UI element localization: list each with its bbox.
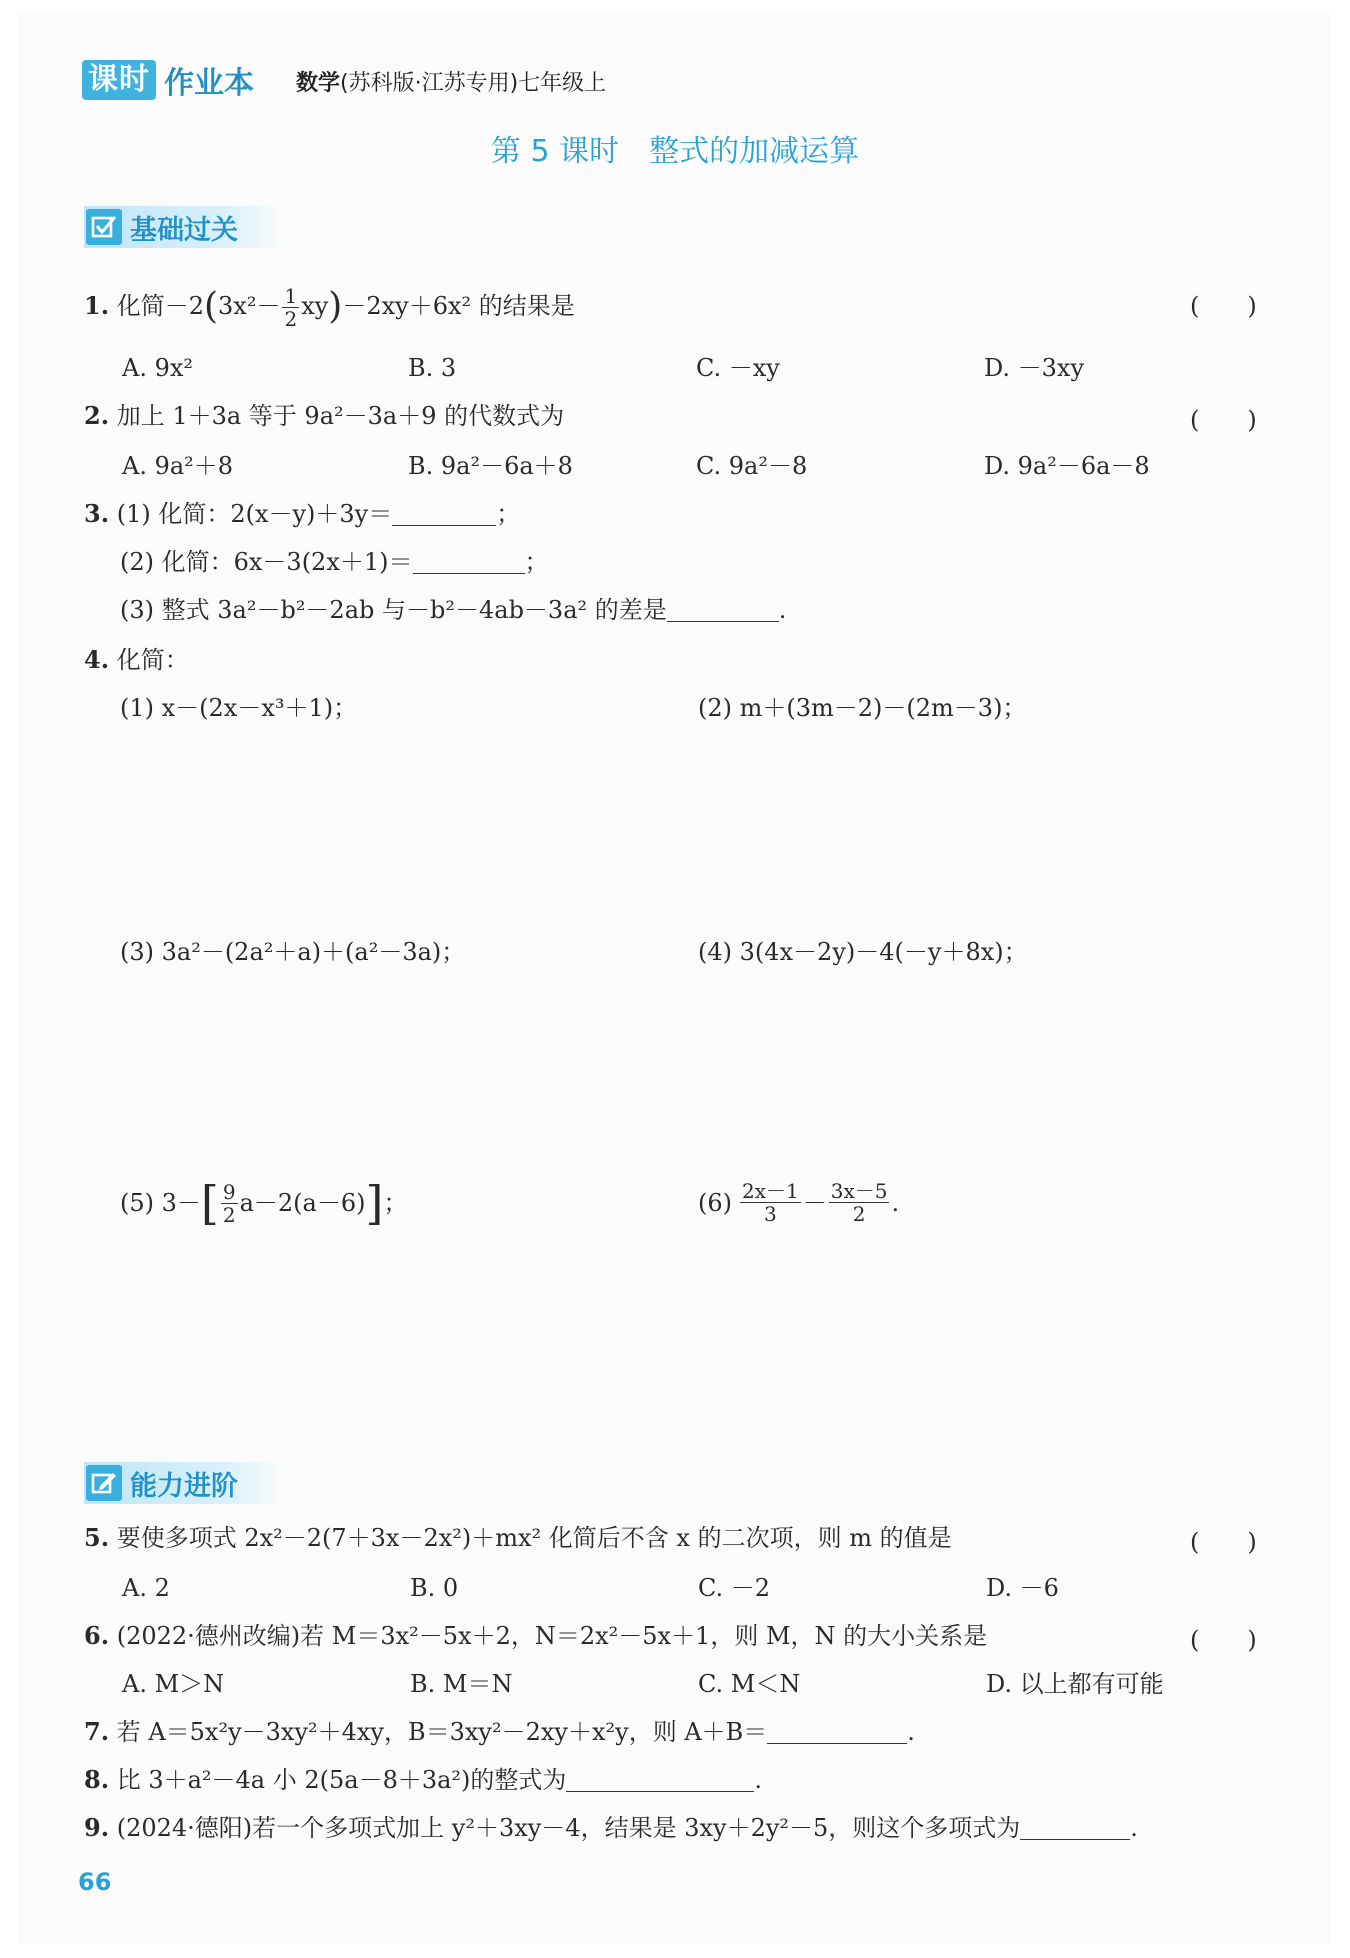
question-5: [84, 1522, 952, 1554]
q9-text: (2024·德阳)若一个多项式加上 y²＋3xy－4，结果是 3xy＋2y²－5，则这个多项式为: [116, 1814, 1021, 1842]
edition-label: (苏科版·江苏专用)七年级上: [340, 71, 607, 96]
answer-blank[interactable]: [413, 547, 525, 574]
question-7: [84, 1716, 915, 1748]
question-1: 1. 化简－2(3x²－ $\frac{1}{2}$ xy)－2xy＋6x² 的结果是: [84, 284, 575, 331]
section-advanced-tag: [84, 1462, 284, 1504]
q3-part-1-end: ；: [496, 500, 521, 528]
q1-text-pre: 化简－2: [116, 292, 204, 320]
q4-part-6-minus: －: [802, 1188, 827, 1217]
question-3-part-2: [120, 546, 549, 578]
option-c[interactable]: C. 9a²－8: [696, 452, 808, 480]
q5-text: 要使多项式 2x²－2(7＋3x－2x²)＋mx² 化简后不含 x 的二次项，则 m 的值是: [116, 1524, 952, 1552]
answer-paren[interactable]: ( ): [1190, 292, 1257, 320]
section-advanced: [84, 1462, 284, 1504]
book-subtitle: [296, 66, 606, 97]
option-c[interactable]: C. －xy: [696, 354, 780, 382]
option-b[interactable]: B. 0: [410, 1574, 459, 1602]
q8-end: .: [754, 1766, 763, 1794]
question-number: 8.: [84, 1765, 110, 1794]
section-basic-tag: [84, 206, 284, 248]
option-d[interactable]: D. 9a²－6a－8: [984, 452, 1150, 480]
answer-blank[interactable]: [767, 1717, 907, 1744]
question-3: [84, 498, 520, 530]
option-b[interactable]: B. 3: [408, 354, 457, 382]
section-advanced-label: 能力进阶: [130, 1470, 238, 1502]
q4-part-1: (1) x－(2x－x³＋1)；: [120, 694, 358, 722]
q4-part-5-fraction: $\frac{9}{2}$: [222, 1179, 236, 1227]
section-basic-label: 基础过关: [130, 214, 238, 246]
question-number: 1.: [84, 291, 110, 320]
q6-text: (2022·德州改编)若 M＝3x²－5x＋2，N＝2x²－5x＋1，则 M，N 的大小关系是: [116, 1622, 988, 1650]
q3-part-2-end: ；: [524, 548, 549, 576]
q4-part-6-end: .: [891, 1188, 900, 1217]
q4-label: 化简：: [116, 646, 189, 674]
option-d[interactable]: D. －3xy: [984, 354, 1085, 382]
question-number: 2.: [84, 401, 110, 430]
q4-part-6-pre: (6): [698, 1188, 732, 1217]
q4-part-4: (4) 3(4x－2y)－4(－y＋8x)；: [698, 938, 1028, 966]
q3-part-3: (3) 整式 3a²－b²－2ab 与－b²－4ab－3a² 的差是: [120, 596, 667, 624]
answer-paren[interactable]: ( ): [1190, 406, 1257, 434]
answer-blank[interactable]: [392, 499, 496, 526]
q1-inner-b: xy: [301, 292, 329, 320]
q9-end: .: [1130, 1814, 1138, 1842]
option-b[interactable]: B. M＝N: [410, 1670, 513, 1698]
q4-part-6-fraction-2: $\frac{3x-5}{2}$: [830, 1179, 888, 1226]
question-3-part-3: [120, 594, 786, 626]
q3-part-2: (2) 化简：6x－3(2x＋1)＝: [120, 548, 413, 576]
lesson-title: 第 5 课时 整式的加减运算: [490, 134, 860, 169]
section-basic: [84, 206, 284, 248]
answer-blank[interactable]: [1020, 1813, 1130, 1840]
answer-paren[interactable]: ( ): [1190, 1528, 1257, 1556]
question-6: [84, 1620, 987, 1652]
option-a[interactable]: A. 9a²＋8: [122, 452, 234, 480]
question-2: [84, 400, 564, 432]
option-a[interactable]: A. 2: [122, 1574, 170, 1602]
question-number: 6.: [84, 1621, 110, 1650]
q4-part-3: (3) 3a²－(2a²＋a)＋(a²－3a)；: [120, 938, 466, 966]
option-b[interactable]: B. 9a²－6a＋8: [408, 452, 573, 480]
q2-text: 加上 1＋3a 等于 9a²－3a＋9 的代数式为: [116, 402, 565, 430]
q1-fraction: $\frac{1}{2}$: [284, 284, 298, 331]
q4-part-6-fraction-1: $\frac{2x-1}{3}$: [742, 1179, 799, 1226]
option-a[interactable]: A. 9x²: [122, 354, 194, 382]
q4-part-5-pre: (5) 3－: [120, 1189, 201, 1217]
question-number: 3.: [84, 499, 110, 528]
question-number: 9.: [84, 1813, 110, 1842]
subject-label: 数学: [296, 71, 341, 96]
question-8: [84, 1764, 762, 1796]
q7-end: .: [907, 1718, 915, 1746]
q4-part-5-post: a－2(a－6): [239, 1189, 366, 1217]
question-4: [84, 644, 189, 676]
question-number: 4.: [84, 645, 110, 674]
answer-blank[interactable]: [667, 595, 779, 622]
option-d[interactable]: D. 以上都有可能: [986, 1670, 1164, 1698]
question-number: 5.: [84, 1523, 110, 1552]
q3-part-1: (1) 化简：2(x－y)＋3y＝: [116, 500, 393, 528]
answer-blank[interactable]: [566, 1765, 754, 1792]
q4-part-5-end: ；: [383, 1189, 408, 1217]
option-c[interactable]: C. M＜N: [698, 1670, 801, 1698]
option-a[interactable]: A. M＞N: [122, 1670, 225, 1698]
q3-part-3-end: .: [778, 596, 787, 624]
answer-paren[interactable]: ( ): [1190, 1626, 1257, 1654]
option-d[interactable]: D. －6: [986, 1574, 1059, 1602]
logo-badge: 课时: [82, 60, 156, 100]
checkbox-icon: [86, 209, 122, 245]
q1-inner-a: 3x²－: [218, 292, 281, 320]
brand-logo: [82, 58, 254, 102]
page-number: 66: [78, 1868, 112, 1896]
question-9: [84, 1812, 1138, 1844]
q4-part-6: [698, 1180, 899, 1225]
q4-part-2: (2) m＋(3m－2)－(2m－3)；: [698, 694, 1027, 722]
q8-text: 比 3＋a²－4a 小 2(5a－8＋3a²)的整式为: [116, 1766, 567, 1794]
option-c[interactable]: C. －2: [698, 1574, 771, 1602]
pencil-icon: [86, 1465, 122, 1501]
q7-text: 若 A＝5x²y－3xy²＋4xy，B＝3xy²－2xy＋x²y，则 A＋B＝: [116, 1718, 768, 1746]
q4-part-5: (5) 3－ [ $\frac{9}{2}$ a－2(a－6) ] ；: [120, 1176, 408, 1230]
q1-text-post: －2xy＋6x² 的结果是: [342, 292, 575, 320]
logo-text: 作业本: [164, 66, 254, 101]
question-number: 7.: [84, 1717, 110, 1746]
